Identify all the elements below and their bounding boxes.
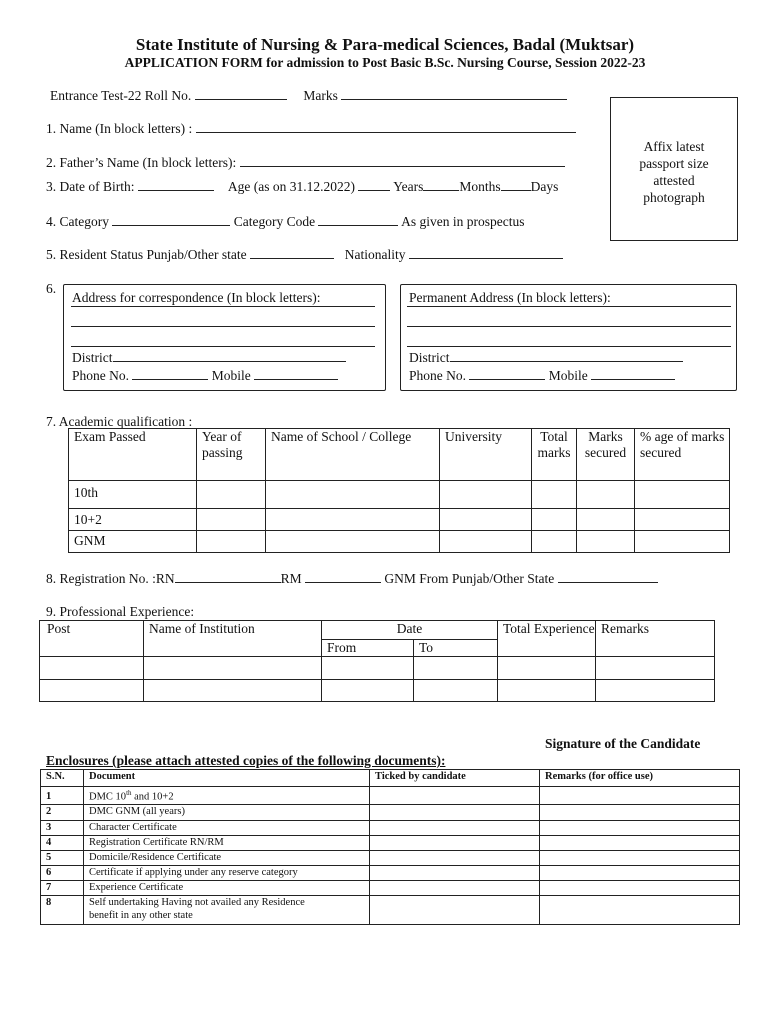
category-code-blank[interactable] [318, 213, 398, 226]
table-row [40, 657, 715, 680]
age-label: Age (as on 31.12.2022) [227, 179, 355, 194]
cell[interactable] [322, 657, 414, 680]
dob-blank[interactable] [138, 178, 214, 191]
cell[interactable] [322, 680, 414, 702]
cell[interactable] [635, 481, 730, 509]
sn-cell: 5 [41, 851, 84, 866]
district-blank[interactable] [113, 349, 346, 362]
cell[interactable] [577, 481, 635, 509]
name-label: 1. Name (In block letters) : [46, 121, 193, 136]
cell[interactable] [414, 657, 498, 680]
col-school: Name of School / College [266, 429, 440, 481]
col-secured: Marks secured [577, 429, 635, 481]
doc-sup: th [126, 789, 132, 797]
sn-cell: 3 [41, 821, 84, 836]
cell[interactable] [144, 680, 322, 702]
age-blank[interactable] [358, 178, 390, 191]
form-title: State Institute of Nursing & Para-medical Sciences, Badal (Muktsar) [135, 35, 635, 54]
cell[interactable] [440, 481, 532, 509]
col-university: University [440, 429, 532, 481]
table-row [69, 531, 730, 553]
cell[interactable] [532, 481, 577, 509]
col-year: Year of passing [197, 429, 266, 481]
document-cell: Certificate if applying under any reserve category [84, 866, 370, 881]
col-to: To [414, 640, 498, 657]
photo-text-1: Affix latest [643, 139, 705, 154]
ticked-cell[interactable] [370, 866, 540, 881]
as-given-note: As given in prospectus [401, 214, 525, 229]
document-cell: Registration Certificate RN/RM [84, 836, 370, 851]
col-document: Document [84, 770, 370, 787]
cell[interactable] [40, 680, 144, 702]
table-row [41, 866, 740, 881]
district-blank[interactable] [450, 349, 683, 362]
sn-cell: 7 [41, 881, 84, 896]
phone-blank[interactable] [132, 367, 208, 380]
remarks-cell[interactable] [540, 866, 740, 881]
cell[interactable] [266, 481, 440, 509]
table-row [41, 836, 740, 851]
col-remarks: Remarks [596, 621, 715, 657]
correspondence-address-box[interactable] [63, 284, 386, 391]
cell[interactable] [414, 680, 498, 702]
col-sn: S.N. [41, 770, 84, 787]
form-subtitle: APPLICATION FORM for admission to Post Basic B.Sc. Nursing Course, Session 2022-23 [124, 55, 646, 70]
gnm-blank[interactable] [558, 570, 658, 583]
ticked-cell[interactable] [370, 821, 540, 836]
dob-field[interactable] [46, 178, 610, 195]
col-post: Post [40, 621, 144, 657]
col-ticked: Ticked by candidate [370, 770, 540, 787]
mobile-label: Mobile [211, 368, 251, 383]
document-cell [84, 787, 370, 805]
marks-label: Marks [303, 88, 338, 103]
col-total: Total marks [532, 429, 577, 481]
cell[interactable] [498, 657, 596, 680]
resident-field[interactable] [46, 246, 563, 263]
permanent-address-box[interactable] [400, 284, 737, 391]
row-exam-gnm: GNM [69, 531, 197, 553]
academic-heading: 7. Academic qualification : [46, 414, 193, 429]
table-row [41, 821, 740, 836]
resident-blank[interactable] [250, 246, 334, 259]
permanent-phone[interactable] [409, 367, 675, 384]
remarks-cell[interactable] [540, 896, 740, 925]
cell[interactable] [577, 509, 635, 531]
cell[interactable] [144, 657, 322, 680]
ticked-cell[interactable] [370, 805, 540, 821]
academic-table [68, 428, 730, 553]
cell[interactable] [498, 680, 596, 702]
entrance-roll-label: Entrance Test-22 Roll No. [50, 88, 192, 103]
district-label: District [72, 350, 113, 365]
gnm-label: GNM From Punjab/Other State [384, 571, 555, 586]
permanent-line-2[interactable] [407, 326, 731, 327]
sn-cell: 6 [41, 866, 84, 881]
document-cell: Experience Certificate [84, 881, 370, 896]
dob-label: 3. Date of Birth: [46, 179, 135, 194]
days-label: Days [530, 179, 559, 194]
signature-label: Signature of the Candidate [545, 736, 701, 751]
rm-blank[interactable] [305, 570, 381, 583]
name-blank[interactable] [196, 120, 576, 133]
document-cell: Character Certificate [84, 821, 370, 836]
cell[interactable] [266, 509, 440, 531]
enclosures-header-row [41, 770, 740, 787]
cell[interactable] [197, 531, 266, 553]
years-blank[interactable] [423, 178, 459, 191]
entrance-roll-field[interactable] [50, 87, 567, 104]
phone-label: Phone No. [72, 368, 129, 383]
cell[interactable] [577, 531, 635, 553]
sn-cell: 2 [41, 805, 84, 821]
father-blank[interactable] [240, 154, 565, 167]
months-label: Months [459, 179, 501, 194]
nationality-label: Nationality [344, 247, 406, 262]
col-pct: % age of marks secured [635, 429, 730, 481]
document-cell [84, 896, 370, 925]
col-exam: Exam Passed [69, 429, 197, 481]
category-label: 4. Category [46, 214, 109, 229]
table-row [69, 509, 730, 531]
mobile-blank[interactable] [254, 367, 338, 380]
permanent-line-1[interactable] [407, 306, 731, 307]
photo-box[interactable] [610, 97, 738, 241]
cell[interactable] [635, 509, 730, 531]
name-field[interactable] [46, 120, 576, 137]
remarks-cell[interactable] [540, 787, 740, 805]
cell[interactable] [596, 680, 715, 702]
correspondence-district[interactable] [72, 349, 346, 366]
registration-label: 8. Registration No. :RN [46, 571, 175, 586]
col-office-remarks: Remarks (for office use) [540, 770, 740, 787]
rm-label: RM [280, 571, 302, 586]
cell[interactable] [197, 481, 266, 509]
permanent-line-3[interactable] [407, 346, 731, 347]
ticked-cell[interactable] [370, 896, 540, 925]
ticked-cell[interactable] [370, 851, 540, 866]
doc-text: and 10+2 [131, 791, 174, 803]
registration-field[interactable] [46, 570, 658, 587]
sn-cell: 1 [41, 787, 84, 805]
table-row [41, 851, 740, 866]
father-label: 2. Father’s Name (In block letters): [46, 155, 237, 170]
category-field[interactable] [46, 213, 524, 230]
enclosures-table [40, 769, 740, 925]
correspondence-line-1[interactable] [71, 306, 375, 307]
photo-text-2: passport size [639, 156, 709, 171]
table-row [41, 896, 740, 925]
experience-table [39, 620, 715, 702]
remarks-cell[interactable] [540, 881, 740, 896]
phone-label: Phone No. [409, 368, 466, 383]
mobile-label: Mobile [548, 368, 588, 383]
address-number: 6. [46, 281, 57, 296]
cell[interactable] [635, 531, 730, 553]
cell[interactable] [40, 657, 144, 680]
experience-header-row [40, 621, 715, 640]
photo-text-4: photograph [643, 190, 705, 205]
doc-text: DMC 10 [89, 791, 127, 803]
father-field[interactable] [46, 154, 565, 171]
cell[interactable] [596, 657, 715, 680]
cell[interactable] [266, 531, 440, 553]
cell[interactable] [532, 531, 577, 553]
document-cell: DMC GNM (all years) [84, 805, 370, 821]
row-exam-10th: 10th [69, 481, 197, 509]
correspondence-line-2[interactable] [71, 326, 375, 327]
marks-blank[interactable] [341, 87, 567, 100]
sn-cell: 4 [41, 836, 84, 851]
years-label: Years [393, 179, 424, 194]
table-row [41, 881, 740, 896]
months-blank[interactable] [501, 178, 531, 191]
permanent-label: Permanent Address (In block letters): [409, 290, 611, 305]
nationality-blank[interactable] [409, 246, 563, 259]
resident-label: 5. Resident Status Punjab/Other state [46, 247, 247, 262]
district-label: District [409, 350, 450, 365]
mobile-blank[interactable] [591, 367, 675, 380]
remarks-cell[interactable] [540, 851, 740, 866]
ticked-cell[interactable] [370, 881, 540, 896]
remarks-cell[interactable] [540, 805, 740, 821]
table-row [69, 481, 730, 509]
col-date: Date [322, 621, 498, 640]
cell[interactable] [440, 509, 532, 531]
ticked-cell[interactable] [370, 787, 540, 805]
category-blank[interactable] [112, 213, 230, 226]
remarks-cell[interactable] [540, 821, 740, 836]
experience-heading: 9. Professional Experience: [46, 604, 195, 619]
phone-blank[interactable] [469, 367, 545, 380]
permanent-district[interactable] [409, 349, 683, 366]
remarks-cell[interactable] [540, 836, 740, 851]
correspondence-line-3[interactable] [71, 346, 375, 347]
table-row [41, 787, 740, 805]
correspondence-phone[interactable] [72, 367, 338, 384]
category-code-label: Category Code [233, 214, 316, 229]
ticked-cell[interactable] [370, 836, 540, 851]
cell[interactable] [197, 509, 266, 531]
correspondence-label: Address for correspondence (In block letters): [72, 290, 321, 305]
doc-line-2: benefit in any other state [89, 910, 193, 921]
sn-cell: 8 [41, 896, 84, 925]
enclosures-heading: Enclosures (please attach attested copies of the following documents): [46, 753, 446, 768]
row-exam-10plus2: 10+2 [69, 509, 197, 531]
col-from: From [322, 640, 414, 657]
photo-text-3: attested [653, 173, 695, 188]
col-institution: Name of Institution [144, 621, 322, 657]
document-cell: Domicile/Residence Certificate [84, 851, 370, 866]
table-row [41, 805, 740, 821]
rn-blank[interactable] [175, 570, 281, 583]
cell[interactable] [440, 531, 532, 553]
col-total-experience: Total Experience [498, 621, 596, 657]
entrance-roll-blank[interactable] [195, 87, 287, 100]
doc-line-1: Self undertaking Having not availed any Residence [89, 897, 305, 908]
cell[interactable] [532, 509, 577, 531]
academic-header-row [69, 429, 730, 481]
table-row [40, 680, 715, 702]
